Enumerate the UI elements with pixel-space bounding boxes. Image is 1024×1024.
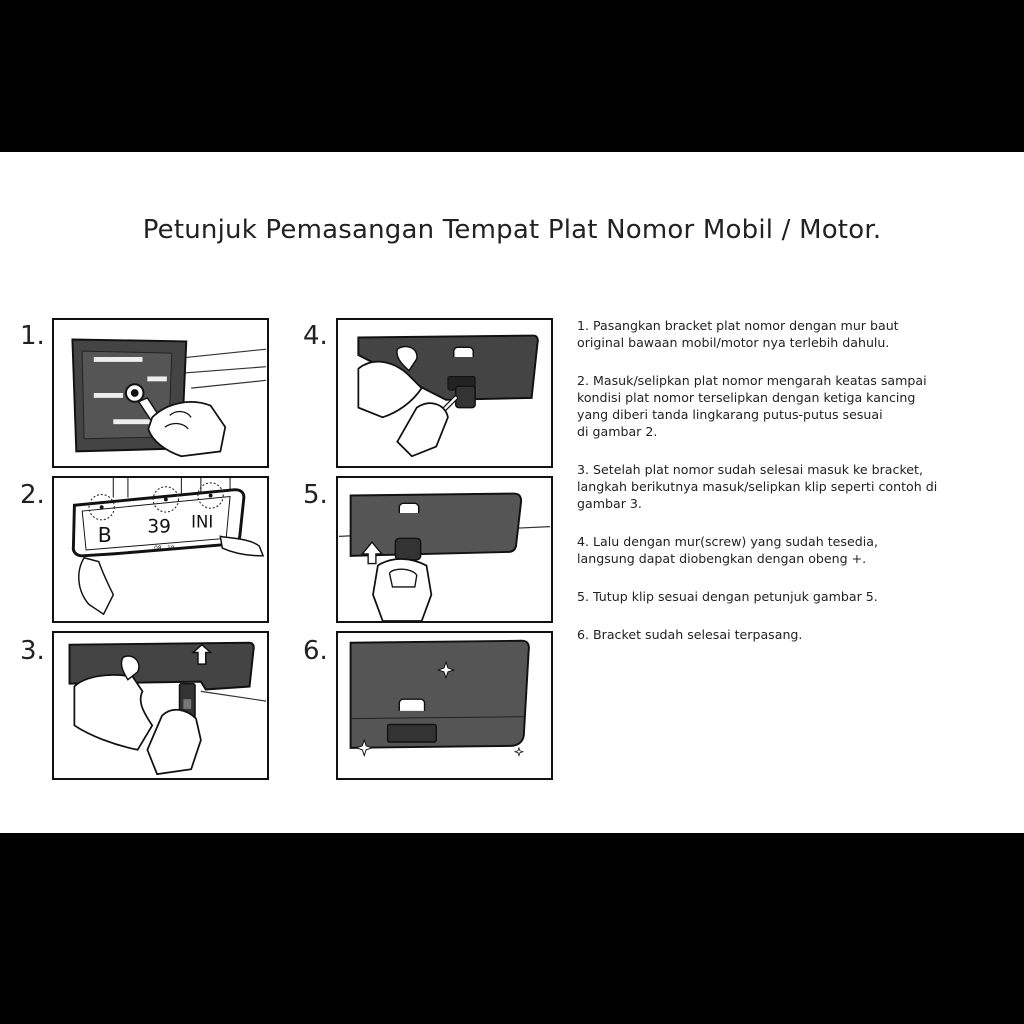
- figure-2-illustration: [52, 476, 269, 623]
- figure-4-illustration: [336, 318, 553, 468]
- figure-5-number: 5.: [303, 480, 328, 510]
- plate-suffix-text: INI: [191, 512, 214, 532]
- figure-1-number: 1.: [20, 321, 45, 351]
- plate-number-text: 39: [147, 516, 171, 538]
- figure-6-number: 6.: [303, 636, 328, 666]
- page-title: Petunjuk Pemasangan Tempat Plat Nomor Mobil / Motor.: [142, 215, 882, 245]
- figure-5-illustration: [336, 476, 553, 623]
- instruction-list: [577, 317, 997, 664]
- instruction-step-5: 5. Tutup klip sesuai dengan petunjuk gambar 5.: [577, 589, 878, 604]
- plate-date-text: 08 . 18: [154, 545, 175, 552]
- figure-2-number: 2.: [20, 480, 45, 510]
- figure-1-illustration: [52, 318, 269, 468]
- plate-region-text: B: [97, 523, 112, 548]
- figure-6-illustration: [336, 631, 553, 780]
- instruction-step-2: 2. Masuk/selipkan plat nomor mengarah keatas sampai kondisi plat nomor terselipkan dengan ketiga kancing yang diberi tanda lingkarang putus-putus sesuai di gambar 2.: [577, 373, 927, 439]
- sparkle-icon: [515, 748, 523, 756]
- instruction-step-4: 4. Lalu dengan mur(screw) yang sudah tesedia, langsung dapat diobengkan dengan obeng +.: [577, 534, 878, 566]
- figure-4-number: 4.: [303, 321, 328, 351]
- figure-3-number: 3.: [20, 636, 45, 666]
- instruction-step-6: 6. Bracket sudah selesai terpasang.: [577, 627, 803, 642]
- figure-3-illustration: [52, 631, 269, 780]
- instruction-step-1: 1. Pasangkan bracket plat nomor dengan mur baut original bawaan mobil/motor nya terlebih dahulu.: [577, 318, 899, 350]
- bracket-screw-illustration: [54, 320, 267, 466]
- instruction-step-3: 3. Setelah plat nomor sudah selesai masuk ke bracket, langkah berikutnya masuk/selipkan klip seperti contoh di gambar 3.: [577, 462, 938, 511]
